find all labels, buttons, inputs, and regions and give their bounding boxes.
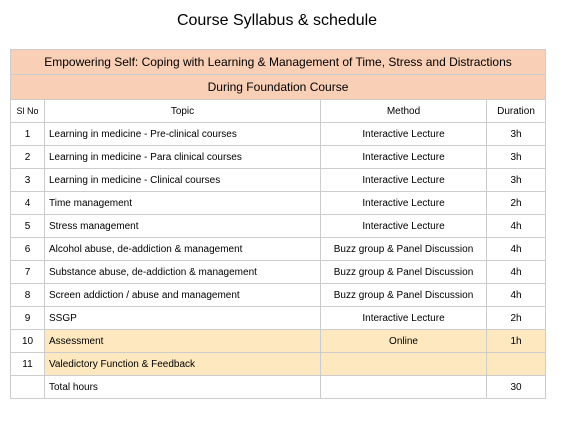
table-subtitle: During Foundation Course [11, 75, 546, 100]
cell-method [321, 353, 487, 376]
cell-topic: Assessment [45, 330, 321, 353]
cell-sl-no: 10 [11, 330, 45, 353]
cell-duration: 3h [487, 146, 546, 169]
cell-topic: Time management [45, 192, 321, 215]
table-subtitle-row [11, 75, 546, 100]
cell-sl-no: 2 [11, 146, 45, 169]
table-row [11, 146, 546, 169]
cell-sl-no: 11 [11, 353, 45, 376]
cell-topic: Learning in medicine - Pre-clinical courses [45, 123, 321, 146]
cell-topic: Learning in medicine - Clinical courses [45, 169, 321, 192]
cell-method: Buzz group & Panel Discussion [321, 284, 487, 307]
column-header-row [11, 100, 546, 123]
cell-method: Buzz group & Panel Discussion [321, 261, 487, 284]
cell-duration: 2h [487, 307, 546, 330]
cell-topic: Substance abuse, de-addiction & management [45, 261, 321, 284]
table-title-row [11, 50, 546, 75]
cell-method: Buzz group & Panel Discussion [321, 238, 487, 261]
table-row [11, 215, 546, 238]
page-title: Course Syllabus & schedule [176, 12, 378, 29]
table-row [11, 353, 546, 376]
total-row [11, 376, 546, 399]
total-label: Total hours [45, 376, 321, 399]
table-row [11, 123, 546, 146]
cell-sl-no: 4 [11, 192, 45, 215]
header-sl-no: Sl No [11, 100, 45, 123]
cell-topic: Screen addiction / abuse and management [45, 284, 321, 307]
header-duration: Duration [487, 100, 546, 123]
cell-duration: 4h [487, 238, 546, 261]
table-row [11, 192, 546, 215]
syllabus-table [10, 49, 546, 399]
cell-method: Interactive Lecture [321, 123, 487, 146]
cell-topic: Valedictory Function & Feedback [45, 353, 321, 376]
cell-method: Interactive Lecture [321, 307, 487, 330]
cell-method: Interactive Lecture [321, 169, 487, 192]
cell-method-empty [321, 376, 487, 399]
cell-sl-no: 3 [11, 169, 45, 192]
table-title: Empowering Self: Coping with Learning & Management of Time, Stress and Distractions [11, 50, 546, 75]
table-row [11, 307, 546, 330]
cell-method: Interactive Lecture [321, 215, 487, 238]
header-topic: Topic [45, 100, 321, 123]
header-method: Method [321, 100, 487, 123]
cell-duration: 4h [487, 215, 546, 238]
cell-method: Online [321, 330, 487, 353]
table-row [11, 238, 546, 261]
cell-sl-no: 8 [11, 284, 45, 307]
cell-sl-no: 5 [11, 215, 45, 238]
table-row [11, 330, 546, 353]
cell-sl-no: 1 [11, 123, 45, 146]
cell-duration [487, 353, 546, 376]
table-row [11, 169, 546, 192]
cell-duration: 4h [487, 261, 546, 284]
total-duration: 30 [487, 376, 546, 399]
table-row [11, 284, 546, 307]
cell-duration: 3h [487, 169, 546, 192]
table-row [11, 261, 546, 284]
cell-method: Interactive Lecture [321, 192, 487, 215]
cell-sl-no: 6 [11, 238, 45, 261]
cell-topic: Alcohol abuse, de-addiction & management [45, 238, 321, 261]
cell-duration: 2h [487, 192, 546, 215]
cell-duration: 1h [487, 330, 546, 353]
cell-sl-no-empty [11, 376, 45, 399]
cell-topic: Learning in medicine - Para clinical courses [45, 146, 321, 169]
cell-duration: 3h [487, 123, 546, 146]
cell-duration: 4h [487, 284, 546, 307]
cell-sl-no: 7 [11, 261, 45, 284]
cell-sl-no: 9 [11, 307, 45, 330]
cell-topic: SSGP [45, 307, 321, 330]
cell-topic: Stress management [45, 215, 321, 238]
cell-method: Interactive Lecture [321, 146, 487, 169]
